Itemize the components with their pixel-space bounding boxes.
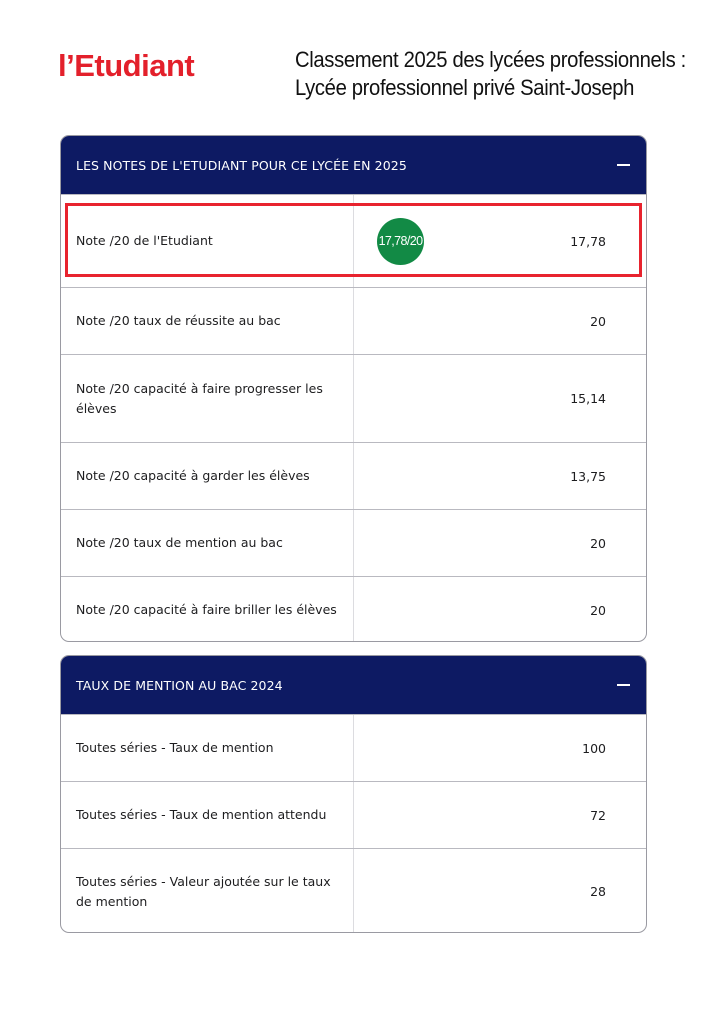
row-label: Note /20 capacité à garder les élèves (76, 468, 310, 483)
table-row-note-etudiant (61, 194, 646, 287)
letudiant-logo[interactable]: l’Etudiant (58, 48, 195, 83)
row-value: 13,75 (570, 468, 606, 484)
row-spacer-cell (353, 288, 533, 354)
row-spacer-cell (353, 443, 533, 509)
table-row (61, 576, 646, 642)
row-spacer-cell (353, 510, 533, 576)
row-label: Note /20 capacité à faire briller les élèves (76, 602, 337, 617)
row-value: 17,78 (570, 233, 606, 249)
mention-panel-title: TAUX DE MENTION AU BAC 2024 (76, 677, 283, 693)
mention-panel-header[interactable] (61, 656, 646, 714)
row-spacer-cell (353, 577, 533, 642)
notes-panel (60, 135, 647, 642)
table-row (61, 442, 646, 509)
row-spacer-cell (353, 849, 533, 933)
table-row (61, 781, 646, 848)
row-spacer-cell (353, 355, 533, 442)
collapse-minus-icon[interactable] (617, 684, 630, 686)
row-spacer-cell (353, 715, 533, 781)
row-value: 100 (582, 740, 606, 756)
mention-panel (60, 655, 647, 933)
row-label: Note /20 capacité à faire progresser les élèves (76, 380, 323, 416)
table-row (61, 714, 646, 781)
row-label: Toutes séries - Taux de mention attendu (76, 807, 327, 822)
table-row (61, 354, 646, 442)
score-badge: 17,78/20 (377, 218, 424, 265)
row-label: Toutes séries - Taux de mention (76, 740, 274, 755)
headline-line-1: Classement 2025 des lycées professionnels : (295, 47, 686, 72)
row-value: 15,14 (570, 391, 606, 406)
row-value: 28 (590, 884, 606, 899)
table-row (61, 287, 646, 354)
row-label: Toutes séries - Valeur ajoutée sur le taux de mention (76, 873, 331, 909)
row-value: 20 (590, 602, 606, 618)
row-value: 72 (590, 807, 606, 823)
table-row (61, 848, 646, 933)
row-label: Note /20 taux de mention au bac (76, 535, 283, 550)
headline-line-2: Lycée professionnel privé Saint-Joseph (295, 75, 635, 100)
page-headline (295, 46, 686, 102)
row-spacer-cell (353, 782, 533, 848)
table-row (61, 509, 646, 576)
row-label: Note /20 taux de réussite au bac (76, 313, 281, 328)
row-value: 20 (590, 313, 606, 329)
row-label: Note /20 de l'Etudiant (76, 233, 213, 248)
row-value: 20 (590, 535, 606, 551)
notes-panel-header[interactable] (61, 136, 646, 194)
row-badge-cell (353, 195, 533, 287)
collapse-minus-icon[interactable] (617, 164, 630, 166)
notes-panel-title: LES NOTES DE L'ETUDIANT POUR CE LYCÉE EN 2025 (76, 157, 407, 173)
